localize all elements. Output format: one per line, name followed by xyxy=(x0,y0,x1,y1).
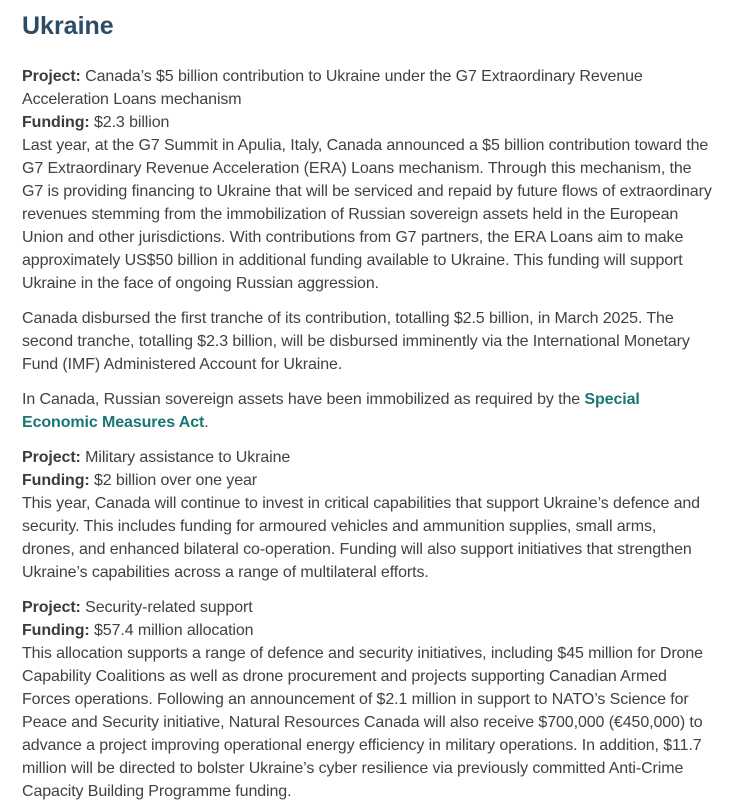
project-block-military-assistance xyxy=(22,446,712,584)
project-label: Project: xyxy=(22,599,81,616)
project-text: Security-related support xyxy=(85,599,253,616)
funding-label: Funding: xyxy=(22,472,90,489)
project-text: Canada’s $5 billion contribution to Ukraine under the G7 Extraordinary Revenue Acceleration Loans mechanism xyxy=(22,68,643,108)
project-label: Project: xyxy=(22,68,81,85)
paragraph-disbursement: Canada disbursed the first tranche of its contribution, totalling $2.5 billion, in March 2025. The second tranche, totalling $2.3 billion, will be disbursed imminently via the International Monetary Fund (IMF) Administered Account for Ukraine. xyxy=(22,310,690,373)
project-label: Project: xyxy=(22,449,81,466)
funding-label: Funding: xyxy=(22,114,90,131)
link-paragraph-post: . xyxy=(204,414,209,431)
project-body: This allocation supports a range of defence and security initiatives, including $45 million for Drone Capability Coalitions as well as drone procurement and projects supporting Canadian Armed Forces operations. Following an announcement of $2.1 million in support to NATO’s Science for Peace and Security initiative, Natural Resources Canada will also receive $700,000 (€450,000) to advance a project improving operational energy efficiency in military operations. In addition, $11.7 million will be directed to bolster Ukraine’s cyber resilience via previously committed Anti-Crime Capacity Building Programme funding. xyxy=(22,645,703,800)
project-text: Military assistance to Ukraine xyxy=(85,449,291,466)
project-body: This year, Canada will continue to invest in critical capabilities that support Ukraine’s defence and security. This includes funding for armoured vehicles and ammunition supplies, small arms, drones, and enhanced bilateral co-operation. Funding will also support initiatives that strengthen Ukraine’s capabilities across a range of multilateral efforts. xyxy=(22,495,700,581)
funding-text: $57.4 million allocation xyxy=(93,622,254,639)
link-paragraph-pre: In Canada, Russian sovereign assets have been immobilized as required by the xyxy=(22,391,585,408)
funding-label: Funding: xyxy=(22,622,90,639)
page-title: Ukraine xyxy=(22,12,114,40)
project-block-security-support xyxy=(22,596,712,803)
funding-text: $2 billion over one year xyxy=(93,472,258,489)
project-body: Last year, at the G7 Summit in Apulia, Italy, Canada announced a $5 billion contribution toward the G7 Extraordinary Revenue Acceleration (ERA) Loans mechanism. Through this mechanism, the G7 is providing financing to Ukraine that will be serviced and repaid by future flows of extraordinary revenues stemming from the immobilization of Russian sovereign assets held in the European Union and other jurisdictions. With contributions from G7 partners, the ERA Loans aim to make approximately US$50 billion in additional funding available to Ukraine. This funding will support Ukraine in the face of ongoing Russian aggression. xyxy=(22,137,712,292)
content-area xyxy=(22,11,712,803)
project-block-era-loans xyxy=(22,65,712,295)
paragraph-immobilized-assets xyxy=(22,388,712,434)
funding-text: $2.3 billion xyxy=(93,114,170,131)
special-economic-measures-act-link[interactable]: Special Economic Measures Act xyxy=(22,391,640,431)
